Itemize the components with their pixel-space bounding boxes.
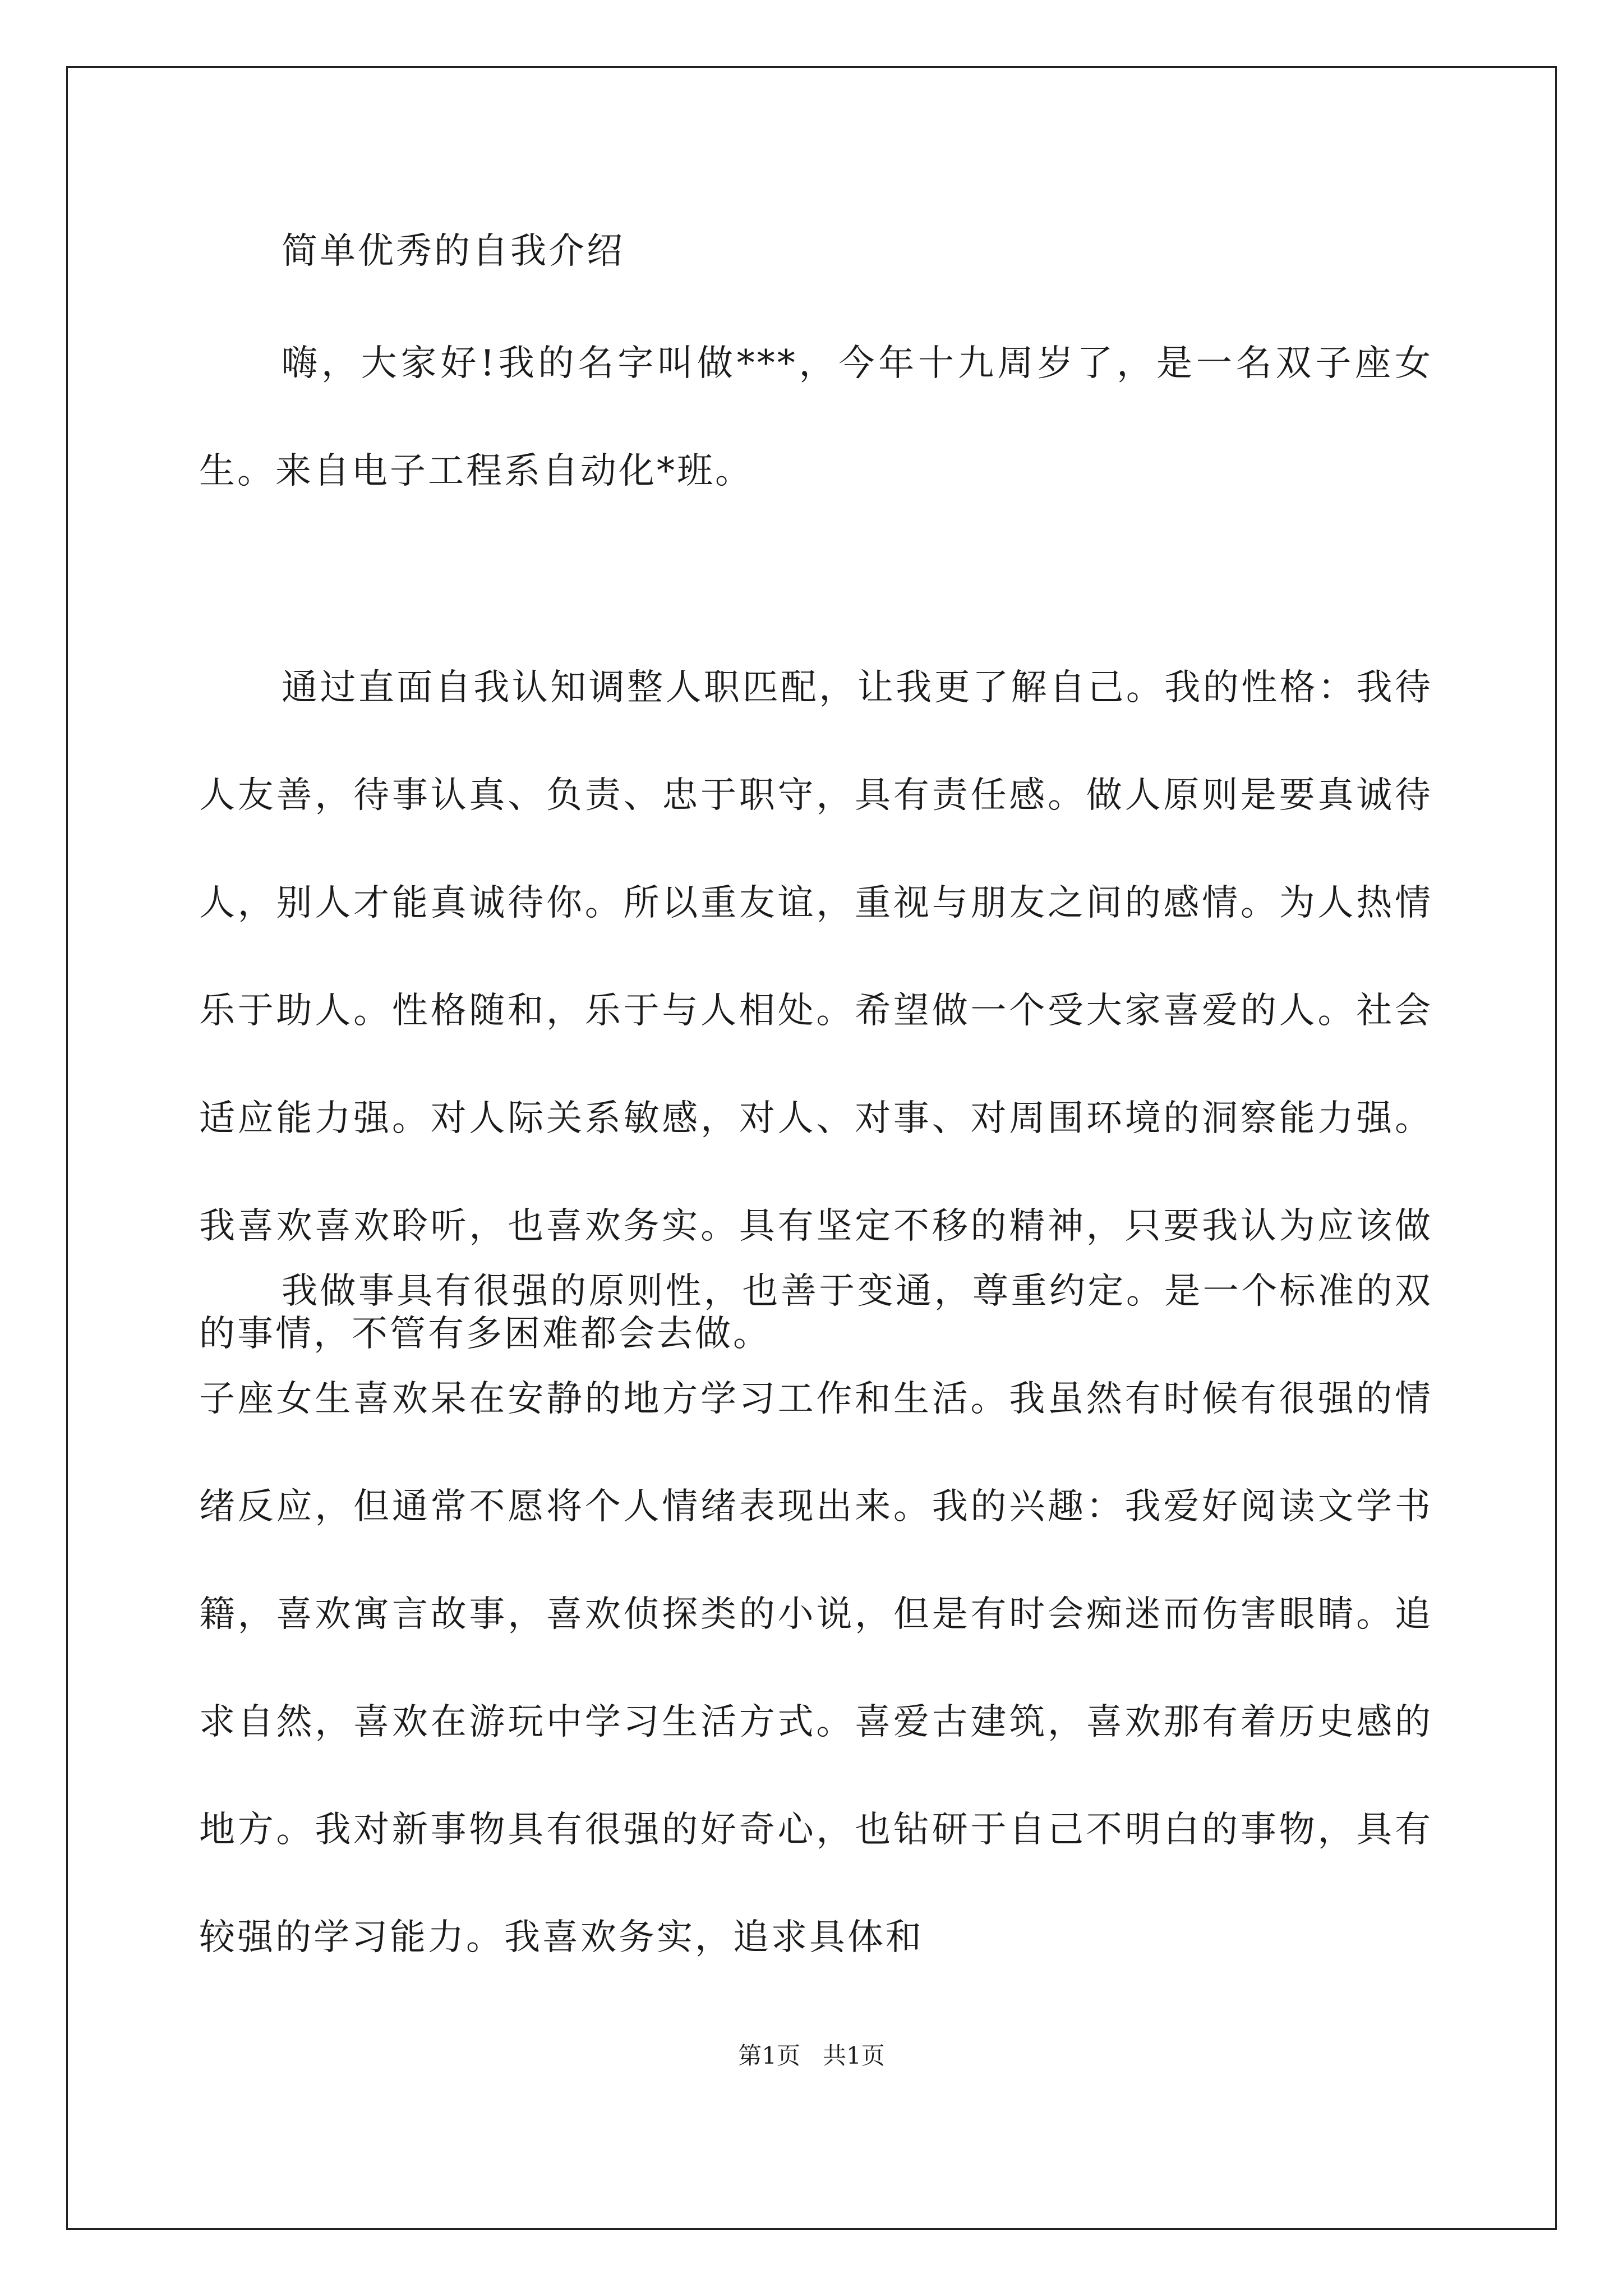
document-title: 简单优秀的自我介绍	[282, 231, 625, 272]
paragraph-interests: 我做事具有很强的原则性，也善于变通，尊重约定。是一个标准的双子座女生喜欢呆在安静的地方学习工作和生活。我虽然有时候有很强的情绪反应，但通常不愿将个人情绪表现出来。我的兴趣：我爱好阅读文学书籍，喜欢寓言故事，喜欢侦探类的小说，但是有时会痴迷而伤害眼睛。追求自然，喜欢在游玩中学习生活方式。喜爱古建筑，喜欢那有着历史感的地方。我对新事物具有很强的好奇心，也钻研于自己不明白的事物，具有较强的学习能力。我喜欢务实，追求具体和	[199, 1271, 1433, 1958]
paragraph-personality: 通过直面自我认知调整人职匹配，让我更了解自己。我的性格：我待人友善，待事认真、负责、忠于职守，具有责任感。做人原则是要真诚待人，别人才能真诚待你。所以重友谊，重视与朋友之间的感情。为人热情乐于助人。性格随和，乐于与人相处。希望做一个受大家喜爱的人。社会适应能力强。对人际关系敏感，对人、对事、对周围环境的洞察能力强。我喜欢喜欢聆听，也喜欢务实。具有坚定不移的精神，只要我认为应该做的事情，不管有多困难都会去做。	[199, 667, 1433, 1355]
paragraph-intro: 嗨，大家好!我的名字叫做***，今年十九周岁了，是一名双子座女生。来自电子工程系自动化*班。	[199, 343, 1433, 492]
page-number-footer: 第1页 共1页	[738, 2042, 885, 2069]
